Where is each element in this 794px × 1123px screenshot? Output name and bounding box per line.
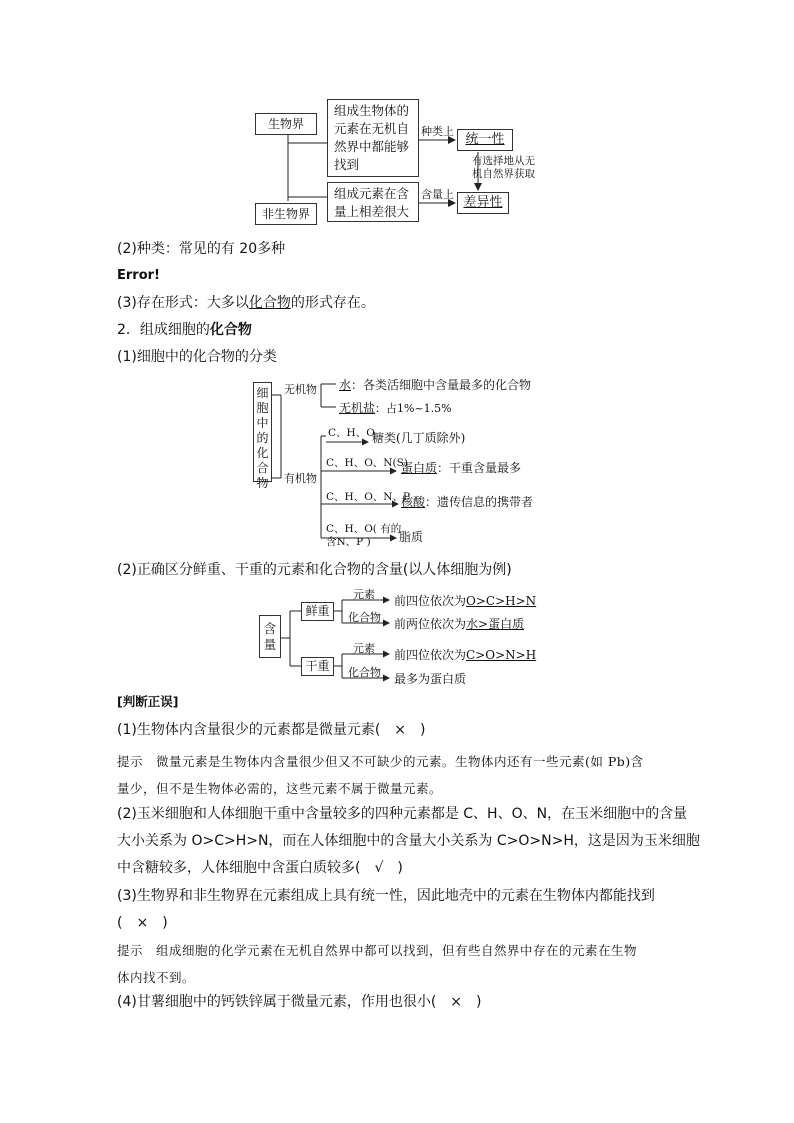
elements-chonp: C、H、O、N、P [326, 491, 411, 503]
result-value: C>O>N>H [466, 648, 537, 662]
fresh-compound-label: 化合物 [348, 611, 381, 624]
judge-heading: [判断正误] [117, 694, 179, 709]
root-char: 量 [263, 637, 277, 652]
hint-line: 提示 组成细胞的化学元素在无机自然界中都可以找到，但有些自然界中存在的元素在生物 [117, 943, 638, 958]
item-line: ( × ) [117, 915, 168, 931]
judge-item-4: (4)甘薯细胞中的钙铁锌属于微量元素，作用也很小( × ) [117, 994, 482, 1010]
judge-item-2 [117, 801, 700, 882]
water-desc: ：各类活细胞中含量最多的化合物 [351, 378, 532, 392]
organic-label: 有机物 [284, 472, 317, 485]
salt-term: 无机盐 [339, 401, 376, 415]
diff-desc-line: 组成元素在含 [334, 186, 410, 201]
dry-compound-label: 化合物 [348, 666, 381, 679]
classification-title: (1)细胞中的化合物的分类 [117, 349, 277, 365]
nucleic-desc: ：遗传信息的携带者 [425, 495, 534, 509]
root-char: 合 [256, 461, 269, 475]
dry-weight-box: 干重 [301, 657, 334, 676]
hint-1 [117, 748, 644, 802]
unity-desc-line: 组成生物体的 [334, 103, 410, 118]
difference-term: 差异性 [463, 195, 503, 210]
item-line: (3)生物界和非生物界在元素组成上具有统一性，因此地壳中的元素在生物体内都能找到 [117, 888, 655, 904]
judge-item-1: (1)生物体内含量很少的元素都是微量元素( × ) [117, 722, 426, 738]
protein-desc: ：干重含量最多 [437, 461, 522, 475]
item-line: 中含糖较多，人体细胞中含蛋白质较多( √ ) [117, 860, 403, 876]
root-char: 含 [263, 621, 277, 636]
unity-desc-line: 然界中都能够 [334, 139, 410, 154]
elements-chons: C、H、O、N(S) [326, 457, 408, 469]
hint-line: 量少，但不是生物体必需的，这些元素不属于微量元素。 [117, 781, 443, 796]
dry-element-result [394, 646, 536, 663]
result-prefix: 前四位依次为 [394, 594, 467, 608]
form-suffix: 的形式存在。 [290, 295, 375, 311]
hint-line: 体内找不到。 [117, 970, 196, 985]
fresh-compound-result [394, 615, 524, 632]
content-comparison-title: (2)正确区分鲜重、干重的元素和化合物的含量(以人体细胞为例) [117, 562, 512, 578]
kind-label: 种类上 [421, 125, 454, 138]
lipid-elem-line: C、H、O( 有的 [326, 523, 402, 535]
form-prefix: (3)存在形式：大多以 [117, 295, 249, 311]
content-label: 含量上 [421, 188, 454, 201]
result-prefix: 前四位依次为 [394, 648, 467, 662]
fresh-element-result [394, 592, 536, 609]
sugar-label: 糖类(几丁质除外) [372, 431, 466, 445]
nonliving-world-box: 非生物界 [255, 203, 317, 225]
elements-cho: C、H、O [328, 427, 375, 439]
root-char: 物 [256, 476, 269, 490]
item-line: 大小关系为 O>C>H>N，而在人体细胞中的含量大小关系为 C>O>N>H，这是因为玉米细胞 [117, 833, 700, 849]
unity-desc-line: 找到 [334, 157, 360, 172]
result-value: O>C>H>N [466, 594, 537, 608]
root-char: 化 [256, 446, 269, 460]
root-char: 胞 [256, 401, 269, 415]
protein-term: 蛋白质 [401, 461, 438, 475]
error-line: Error! [117, 268, 160, 283]
unity-desc-line: 元素在无机自 [334, 121, 410, 136]
dry-compound-result: 最多为蛋白质 [394, 672, 467, 686]
fresh-element-label: 元素 [353, 588, 375, 601]
unity-term: 统一性 [465, 132, 505, 147]
inorganic-label: 无机物 [284, 383, 317, 396]
salt-desc: ：占1%~1.5% [375, 402, 452, 415]
root-char: 细 [256, 386, 269, 400]
root-char: 中 [256, 416, 269, 430]
nucleic-term: 核酸 [401, 495, 426, 509]
dry-element-label: 元素 [353, 642, 375, 655]
result-prefix: 前两位依次为 [394, 617, 467, 631]
hint-3 [117, 937, 637, 991]
lipid-elem-line: 含N、P ) [326, 536, 371, 548]
lipid-label: 脂质 [399, 530, 424, 544]
heading2-prefix: 2．组成细胞的 [117, 322, 210, 338]
select-line: 机自然界获取 [472, 168, 535, 180]
form-term: 化合物 [248, 295, 291, 311]
hint-line: 提示 微量元素是生物体内含量很少但又不可缺少的元素。生物体内还有一些元素(如 Pb)含 [117, 754, 644, 769]
root-char: 的 [256, 431, 269, 445]
water-term: 水 [339, 378, 352, 392]
heading2-bold: 化合物 [209, 322, 252, 338]
judge-item-3 [117, 883, 655, 937]
select-line: 有选择地从无 [472, 155, 535, 167]
item-line: (2)玉米细胞和人体细胞干重中含量较多的四种元素都是 C、H、O、N，在玉米细胞中的含量 [117, 806, 688, 822]
diff-desc-line: 量上相差很大 [334, 204, 410, 219]
result-value: 水>蛋白质 [466, 617, 525, 631]
content-root-box [259, 615, 281, 658]
living-world-box: 生物界 [255, 113, 317, 135]
types-line: (2)种类：常见的有 20多种 [117, 241, 286, 257]
fresh-weight-box: 鲜重 [301, 602, 334, 621]
